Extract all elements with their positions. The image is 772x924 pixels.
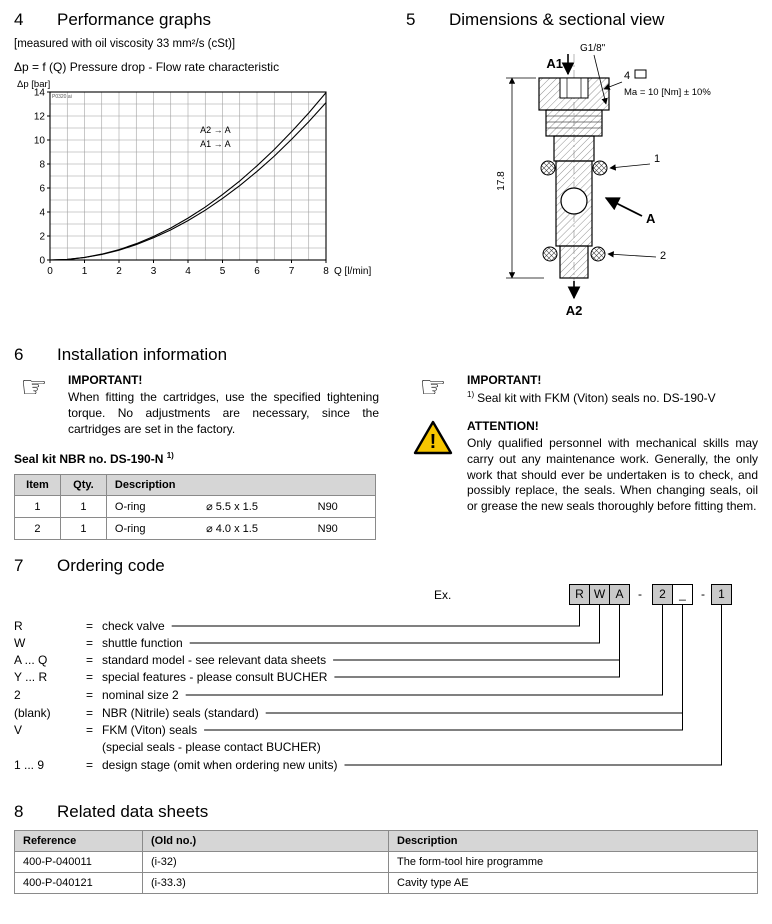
y-tick-label: 14 (33, 87, 45, 99)
x-tick-label: 1 (81, 266, 88, 277)
ordering-code-key: V (14, 723, 23, 738)
related-cell-reference: 400-P-040011 (15, 852, 143, 873)
sealkit-cell-material: N90 (310, 496, 376, 518)
fkm-important-block (413, 373, 758, 405)
ordering-box-blank: _ (672, 584, 693, 605)
item-4-label: 4 (624, 70, 631, 82)
section-7-number: 7 (14, 556, 24, 576)
installation-right-column (413, 373, 758, 540)
y-tick-label: 8 (39, 159, 45, 171)
ordering-connector-line (190, 605, 600, 643)
sealkit-title-text: Seal kit NBR no. DS-190-N (14, 452, 164, 467)
ordering-dash: - (701, 587, 705, 602)
related-header-row (15, 831, 758, 852)
ordering-legend-row (14, 618, 165, 634)
exclamation-mark: ! (429, 431, 437, 453)
sealkit-row (15, 496, 376, 518)
sealkit-header-row (15, 475, 376, 496)
pointing-hand-icon: ☞ (20, 371, 48, 404)
ordering-code-key: R (14, 619, 23, 634)
top-row (14, 10, 758, 329)
ordering-legend-row (14, 705, 259, 721)
ordering-connector-line (172, 605, 580, 626)
ordering-legend-row (14, 652, 326, 668)
section-4-number: 4 (14, 10, 24, 29)
ordering-code-key: A ... Q (14, 653, 48, 668)
thread-label: G1/8" (580, 43, 606, 54)
section-performance-graphs (14, 10, 406, 329)
section-6-title: Installation information (57, 345, 228, 364)
o-ring-2 (591, 247, 605, 261)
y-tick-label: 4 (39, 207, 45, 219)
equals-sign: = (86, 653, 94, 668)
sealkit-footnote-marker: 1) (166, 451, 174, 461)
ordering-legend-row (14, 635, 183, 651)
viscosity-note: [measured with oil viscosity 33 mm²/s (cSt)] (14, 38, 236, 50)
warning-triangle-icon (413, 419, 453, 456)
important-icon-col (14, 373, 54, 437)
section-6-number: 6 (14, 345, 24, 364)
ordering-code-desc: check valve (102, 619, 165, 634)
sealkit-row (15, 518, 376, 540)
section-7-heading (14, 556, 758, 576)
port-a-label: A (646, 211, 656, 226)
ordering-box-R: R (569, 584, 590, 605)
related-header-old-no: (Old no.) (143, 831, 389, 852)
x-tick-label: 2 (116, 266, 122, 277)
related-header-reference: Reference (15, 831, 143, 852)
section-8-title: Related data sheets (57, 802, 209, 822)
ordering-connector-lines (14, 584, 758, 786)
ordering-legend-row (14, 722, 197, 738)
section-ordering-code (14, 556, 758, 786)
port-a-arrow (606, 198, 642, 216)
ordering-code-desc: design stage (omit when ordering new units) (102, 758, 338, 773)
fkm-footnote-marker: 1) (467, 390, 475, 399)
ordering-dash: - (638, 587, 642, 602)
ordering-connector-line (266, 605, 683, 713)
ordering-code-desc: standard model - see relevant data sheets (102, 653, 327, 668)
important-block (14, 373, 379, 437)
fkm-important-label: IMPORTANT! (467, 373, 542, 387)
attention-label: ATTENTION! (467, 419, 539, 433)
item-2-label: 2 (660, 250, 667, 262)
section-4-title: Performance graphs (57, 10, 212, 29)
sealkit-cell-material: N90 (310, 518, 376, 540)
ordering-box-A: A (609, 584, 630, 605)
sealkit-cell-desc: O-ring (106, 518, 198, 540)
ordering-code-key: W (14, 636, 26, 651)
x-tick-label: 3 (150, 266, 157, 277)
important-body (68, 373, 379, 437)
equals-sign: = (86, 636, 94, 651)
x-tick-label: 0 (47, 266, 53, 277)
ordering-legend-row (14, 687, 179, 703)
attention-block (413, 419, 758, 515)
plot-watermark: P0320.ai (52, 94, 72, 100)
sectional-view-wrap (434, 38, 758, 329)
related-table (14, 830, 758, 894)
equals-sign: = (86, 706, 94, 721)
chart-subtitle: Δp = f (Q) Pressure drop - Flow rate characteristic (14, 60, 280, 74)
equals-sign: = (86, 670, 94, 685)
sealkit-cell-qty: 1 (60, 496, 106, 518)
ordering-code-key: Y ... R (14, 670, 48, 685)
sealkit-header-qty: Qty. (60, 475, 106, 496)
fkm-note-text: Seal kit with FKM (Viton) seals no. DS-190-V (477, 391, 716, 405)
sealkit-cell-size: ⌀ 4.0 x 1.5 (198, 518, 310, 540)
related-cell-description: The form-tool hire programme (389, 852, 758, 873)
torque-label: Ma = 10 [Nm] ± 10% (624, 87, 711, 98)
sealkit-title (14, 451, 379, 466)
o-ring-1 (541, 161, 555, 175)
ordering-code-desc: shuttle function (102, 636, 183, 651)
related-cell-old-no: (i-33.3) (143, 873, 389, 894)
x-tick-label: 4 (185, 266, 191, 277)
related-cell-description: Cavity type AE (389, 873, 758, 894)
installation-columns (14, 373, 758, 540)
section-6-heading (14, 345, 758, 365)
ordering-code-key: (blank) (14, 706, 51, 721)
important-label: IMPORTANT! (68, 373, 143, 387)
sealkit-cell-qty: 1 (60, 518, 106, 540)
port-a2-label: A2 (565, 303, 583, 318)
section-8-number: 8 (14, 802, 24, 822)
ordering-code-key: 2 (14, 688, 21, 703)
height-dimension-label: 17.8 (496, 171, 507, 191)
curve-label: A2 → A (200, 124, 231, 135)
equals-sign: = (86, 688, 94, 703)
item-1-label: 1 (654, 153, 661, 165)
example-label: Ex. (434, 588, 452, 603)
ordering-code-desc: NBR (Nitrile) seals (standard) (102, 706, 259, 721)
section-4-heading (14, 10, 406, 30)
y-tick-label: 2 (39, 231, 45, 243)
performance-chart (14, 78, 384, 278)
important-text: When fitting the cartridges, use the specified tightening torque. No adjustments are necessary, since the cartridges are set in the factory. (68, 390, 379, 436)
o-ring-1 (593, 161, 607, 175)
related-header-description: Description (389, 831, 758, 852)
pointing-hand-icon: ☞ (419, 371, 447, 404)
ordering-legend-row (14, 669, 327, 685)
ordering-code-diagram (14, 584, 758, 786)
ordering-connector-line (345, 605, 722, 765)
section-7-title: Ordering code (57, 556, 165, 576)
ordering-box-1: 1 (711, 584, 732, 605)
ordering-connector-line (333, 605, 619, 660)
ordering-box-2: 2 (652, 584, 673, 605)
sealkit-header-item: Item (15, 475, 61, 496)
ordering-legend-row (14, 739, 321, 755)
related-row (15, 852, 758, 873)
valve-tip (560, 246, 588, 278)
section-5-number: 5 (406, 10, 416, 29)
y-tick-label: 12 (33, 111, 45, 123)
section-installation (14, 345, 758, 540)
ordering-connector-line (334, 605, 619, 677)
x-tick-label: 8 (323, 266, 329, 277)
item-1-leader-line (610, 164, 650, 168)
fkm-note (467, 390, 758, 405)
shuttle-ball (561, 188, 587, 214)
installation-left-column (14, 373, 379, 540)
ordering-code-desc: special features - please consult BUCHER (102, 670, 328, 685)
sealkit-cell-size: ⌀ 5.5 x 1.5 (198, 496, 310, 518)
related-cell-reference: 400-P-040121 (15, 873, 143, 894)
sealkit-cell-item: 2 (15, 518, 61, 540)
equals-sign: = (86, 758, 94, 773)
sealkit-cell-item: 1 (15, 496, 61, 518)
ordering-code-key: 1 ... 9 (14, 758, 45, 773)
section-5-title: Dimensions & sectional view (449, 10, 665, 29)
y-tick-label: 0 (39, 255, 45, 267)
o-ring-2 (543, 247, 557, 261)
equals-sign: = (86, 723, 94, 738)
ordering-code-desc: FKM (Viton) seals (102, 723, 198, 738)
related-row (15, 873, 758, 894)
fkm-icon-col (413, 373, 453, 405)
thread-section (546, 110, 602, 136)
x-tick-label: 5 (219, 266, 226, 277)
curve-label: A1 → A (200, 139, 231, 150)
x-tick-label: 7 (288, 266, 295, 277)
port-a1-label: A1 (546, 56, 563, 71)
hex-socket (560, 78, 588, 98)
related-cell-old-no: (i-32) (143, 852, 389, 873)
ordering-code-desc: (special seals - please contact BUCHER) (102, 740, 321, 755)
ordering-box-W: W (589, 584, 610, 605)
item-2-leader-line (608, 254, 656, 257)
seal-symbol (635, 70, 646, 78)
attention-icon-col (413, 419, 453, 515)
valve-neck (554, 136, 594, 161)
section-8-heading (14, 802, 758, 822)
fkm-body (467, 373, 758, 405)
section-related-data-sheets (14, 802, 758, 894)
y-tick-label: 6 (39, 183, 45, 195)
section-5-heading (406, 10, 758, 30)
y-tick-label: 10 (33, 135, 45, 147)
x-tick-label: 6 (254, 266, 260, 277)
x-axis-label: Q [l/min] (334, 266, 372, 277)
ordering-code-desc: nominal size 2 (102, 688, 179, 703)
sealkit-header-description: Description (106, 475, 375, 496)
ordering-legend-row (14, 757, 337, 773)
sectional-view-drawing (434, 38, 734, 324)
section-dimensions (406, 10, 758, 329)
equals-sign: = (86, 619, 94, 634)
sealkit-cell-desc: O-ring (106, 496, 198, 518)
attention-text: Only qualified personnel with mechanical skills may carry out any maintenance work. Generally, the only work that should ever be undertaken is to check, and possibly replace, the seals. When changing seals, oil or grease the new seals thoroughly before fitting them. (467, 436, 758, 514)
attention-body (467, 419, 758, 515)
sealkit-table (14, 474, 376, 540)
y-axis-label: Δp [bar] (17, 79, 51, 90)
